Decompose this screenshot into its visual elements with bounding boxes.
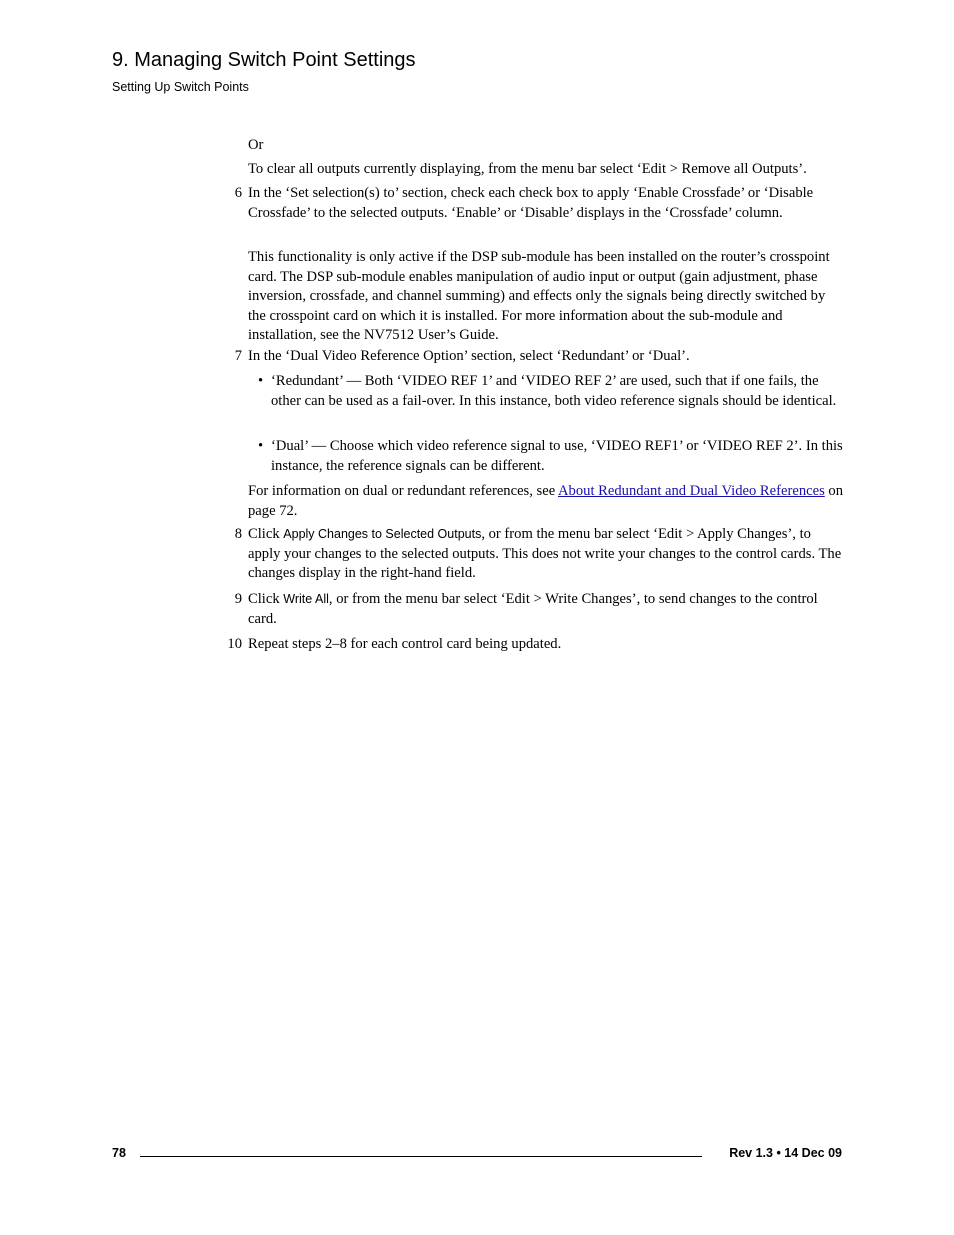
step-6-number: 6	[234, 185, 242, 201]
step-9-text: Click Write All, or from the menu bar select ‘Edit > Write Changes’, to send changes to the control card.	[248, 591, 818, 627]
bullet-dual: ‘Dual’ — Choose which video reference signal to use, ‘VIDEO REF1’ or ‘VIDEO REF 2’. In this instance, the reference signals can be different.	[271, 438, 843, 474]
bullet-dual-mark: •	[258, 438, 264, 454]
apply-changes-ui-label: Apply Changes to Selected Outputs	[283, 527, 482, 541]
footer-divider	[140, 1156, 702, 1157]
chapter-title: 9. Managing Switch Point Settings	[112, 49, 416, 71]
bullet-redundant: ‘Redundant’ — Both ‘VIDEO REF 1’ and ‘VIDEO REF 2’ are used, such that if one fails, the other can be used as a fail-over. In this instance, both video reference signals should be identical.	[271, 373, 837, 409]
page-number: 78	[112, 1146, 126, 1160]
step-10-text: Repeat steps 2–8 for each control card being updated.	[248, 636, 562, 652]
or-text: Or	[248, 137, 264, 153]
write-all-ui-label: Write All	[283, 592, 329, 606]
bullet-redundant-mark: •	[258, 373, 264, 389]
dual-reference-info: For information on dual or redundant references, see About Redundant and Dual Video References on page 72.	[248, 483, 844, 519]
redundant-dual-references-link[interactable]: About Redundant and Dual Video References	[558, 483, 825, 499]
step-8-number: 8	[234, 526, 242, 542]
step-9-number: 9	[234, 591, 242, 607]
clear-outputs-paragraph: To clear all outputs currently displaying, from the menu bar select ‘Edit > Remove all Outputs’.	[248, 161, 807, 177]
step-10-number: 10	[227, 636, 242, 652]
revision-date: Rev 1.3 • 14 Dec 09	[729, 1146, 842, 1160]
step-8-text: Click Apply Changes to Selected Outputs, or from the menu bar select ‘Edit > Apply Changes’, to apply your changes to the selected outputs. This does not write your changes to the control cards. The changes display in the right-hand field.	[248, 526, 842, 581]
step-6-text: In the ‘Set selection(s) to’ section, check each check box to apply ‘Enable Crossfade’ or ‘Disable Crossfade’ to the selected outputs. ‘Enable’ or ‘Disable’ displays in the ‘Crossfade’ column.	[248, 185, 814, 221]
step-6-note: This functionality is only active if the DSP sub-module has been installed on the router’s crosspoint card. The DSP sub-module enables manipulation of audio input or output (gain adjustment, phase inversion, crossfade, and channel summing) and effects only the signals being directly switched by the crosspoint card on which it is installed. For more information about the sub-module and installation, see the NV7512 User’s Guide.	[248, 249, 830, 343]
step-7-text: In the ‘Dual Video Reference Option’ section, select ‘Redundant’ or ‘Dual’.	[248, 348, 690, 364]
step-7-number: 7	[234, 348, 242, 364]
section-title: Setting Up Switch Points	[112, 80, 249, 94]
